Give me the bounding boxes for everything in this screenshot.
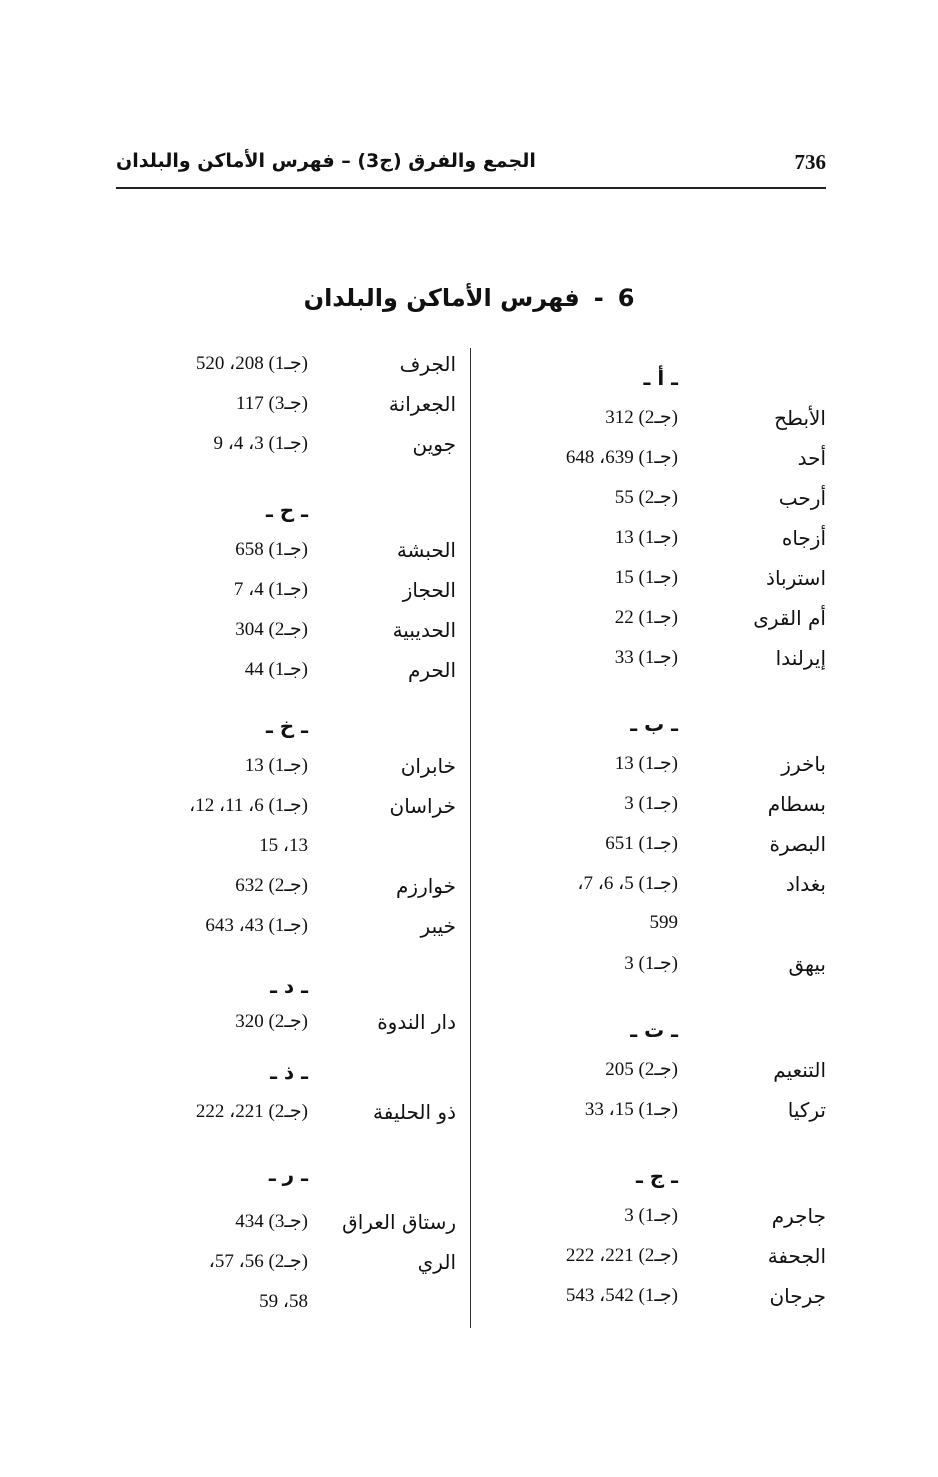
page-references: (جـ1) 542، 543: [565, 1285, 678, 1306]
index-entry: [492, 792, 826, 822]
section-title-text: فهرس الأماكن والبلدان: [303, 284, 580, 312]
index-entry: [492, 1284, 826, 1314]
letter-heading-row: [492, 712, 826, 742]
letter-heading-row: [120, 974, 456, 1004]
page-references: (جـ2) 56، 57،: [208, 1251, 308, 1272]
place-name: استرباذ: [766, 566, 826, 590]
index-entry: [120, 578, 456, 608]
index-entry: [492, 832, 826, 862]
header-rule: [116, 187, 826, 189]
place-name: الحجاز: [402, 578, 456, 602]
letter-heading-row: [492, 366, 826, 396]
index-entry: [492, 752, 826, 782]
page-references: (جـ1) 5، 6، 7،: [577, 873, 678, 894]
index-entry: [120, 794, 456, 824]
page-references: (جـ2) 312: [605, 407, 678, 428]
index-entry: [492, 606, 826, 636]
index-entry: [120, 1100, 456, 1130]
page-references: (جـ1) 3: [624, 953, 678, 974]
page-header: [116, 150, 826, 184]
index-entry: [120, 538, 456, 568]
page-references: (جـ1) 33: [614, 647, 678, 668]
page-references-continued: 599: [649, 912, 678, 933]
place-name: رستاق العراق: [342, 1210, 456, 1234]
page-references: (جـ1) 15: [614, 567, 678, 588]
place-name: الجحفة: [767, 1244, 826, 1268]
page-references: (جـ1) 651: [605, 833, 678, 854]
reference-continuation-row: [492, 912, 826, 942]
page-references: (جـ2) 632: [235, 875, 308, 896]
place-name: الحبشة: [396, 538, 456, 562]
page-references: (جـ2) 304: [235, 619, 308, 640]
place-name: خيبر: [420, 914, 456, 938]
place-name: الأبطح: [774, 406, 826, 430]
place-name: أم القرى: [753, 606, 826, 630]
index-entry: [492, 446, 826, 476]
index-entry: [492, 872, 826, 902]
place-name: خراسان: [389, 794, 456, 818]
place-name: ذو الحليفة: [373, 1100, 456, 1124]
place-name: جرجان: [769, 1284, 826, 1308]
letter-heading-row: [120, 1060, 456, 1090]
index-entry: [492, 406, 826, 436]
index-entry: [120, 874, 456, 904]
page-references: (جـ1) 639، 648: [565, 447, 678, 468]
page-references: (جـ2) 205: [605, 1059, 678, 1080]
index-entry: [120, 1010, 456, 1040]
page-number: 736: [794, 150, 826, 174]
running-title: الجمع والفرق (ج3) – فهرس الأماكن والبلدان: [116, 150, 536, 172]
place-name: الري: [417, 1250, 456, 1274]
index-entry: [120, 914, 456, 944]
page-references: (جـ1) 4، 7: [233, 579, 308, 600]
place-name: خابران: [400, 754, 456, 778]
place-name: أرحب: [778, 486, 826, 510]
page-references: (جـ1) 13: [244, 755, 308, 776]
letter-heading: ـ خ ـ: [265, 714, 308, 738]
index-entry: [492, 1098, 826, 1128]
letter-heading-row: [120, 1162, 456, 1192]
page-references: (جـ1) 22: [614, 607, 678, 628]
page-references-continued: 58، 59: [259, 1291, 308, 1312]
place-name: البصرة: [769, 832, 826, 856]
section-title: [0, 284, 938, 312]
index-entry: [492, 566, 826, 596]
place-name: تركيا: [787, 1098, 826, 1122]
index-entry: [120, 352, 456, 382]
reference-continuation-row: [120, 1290, 456, 1320]
letter-heading-row: [120, 714, 456, 744]
letter-heading: ـ ج ـ: [635, 1164, 678, 1188]
page-references: (جـ1) 6، 11، 12،: [189, 795, 308, 816]
place-name: باخرز: [781, 752, 826, 776]
index-entry: [120, 754, 456, 784]
page-references: (جـ1) 658: [235, 539, 308, 560]
index-entry: [120, 658, 456, 688]
index-entry: [492, 646, 826, 676]
page-references: (جـ1) 3، 4، 9: [213, 433, 308, 454]
index-entry: [492, 1244, 826, 1274]
letter-heading-row: [492, 1164, 826, 1194]
place-name: دار الندوة: [377, 1010, 456, 1034]
section-dash: -: [593, 284, 604, 312]
place-name: بغداد: [785, 872, 826, 896]
index-entry: [492, 526, 826, 556]
page-references: (جـ3) 434: [235, 1211, 308, 1232]
index-entry: [492, 952, 826, 982]
letter-heading: ـ أ ـ: [643, 366, 678, 390]
page-references-continued: 13، 15: [259, 835, 308, 856]
letter-heading: ـ ر ـ: [268, 1162, 308, 1186]
place-name: جاجرم: [771, 1204, 826, 1228]
place-name: أحد: [797, 446, 826, 470]
page-references: (جـ2) 320: [235, 1011, 308, 1032]
index-entry: [120, 432, 456, 462]
page-references: (جـ1) 13: [614, 753, 678, 774]
index-entry: [120, 1250, 456, 1280]
place-name: الجعرانة: [388, 392, 456, 416]
place-name: أزجاه: [781, 526, 826, 550]
letter-heading-row: [120, 498, 456, 528]
page-references: (جـ1) 15، 33: [584, 1099, 678, 1120]
section-number: 6: [617, 284, 635, 312]
index-entry: [492, 1058, 826, 1088]
page-references: (جـ1) 3: [624, 1205, 678, 1226]
place-name: الجرف: [399, 352, 456, 376]
reference-continuation-row: [120, 834, 456, 864]
page-references: (جـ2) 55: [614, 487, 678, 508]
page-references: (جـ1) 44: [244, 659, 308, 680]
page-references: (جـ1) 13: [614, 527, 678, 548]
index-entry: [120, 618, 456, 648]
page-references: (جـ1) 43، 643: [205, 915, 308, 936]
letter-heading: ـ ب ـ: [630, 712, 678, 736]
index-entry: [120, 1210, 456, 1240]
letter-heading: ـ ت ـ: [630, 1018, 678, 1042]
place-name: التنعيم: [773, 1058, 826, 1082]
letter-heading: ـ ح ـ: [265, 498, 308, 522]
letter-heading-row: [492, 1018, 826, 1048]
page-references: (جـ3) 117: [235, 393, 308, 414]
column-divider: [470, 348, 471, 1328]
place-name: بيهق: [788, 952, 826, 976]
page-references: (جـ1) 208، 520: [195, 353, 308, 374]
place-name: الحرم: [408, 658, 456, 682]
index-entry: [492, 486, 826, 516]
place-name: إيرلندا: [775, 646, 826, 670]
letter-heading: ـ ذ ـ: [270, 1060, 308, 1084]
page-references: (جـ1) 3: [624, 793, 678, 814]
letter-heading: ـ د ـ: [270, 974, 308, 998]
place-name: الحديبية: [392, 618, 456, 642]
page-references: (جـ2) 221، 222: [565, 1245, 678, 1266]
place-name: جوين: [412, 432, 456, 456]
place-name: خوارزم: [396, 874, 456, 898]
index-entry: [492, 1204, 826, 1234]
index-entry: [120, 392, 456, 422]
page-references: (جـ2) 221، 222: [195, 1101, 308, 1122]
place-name: بسطام: [767, 792, 826, 816]
